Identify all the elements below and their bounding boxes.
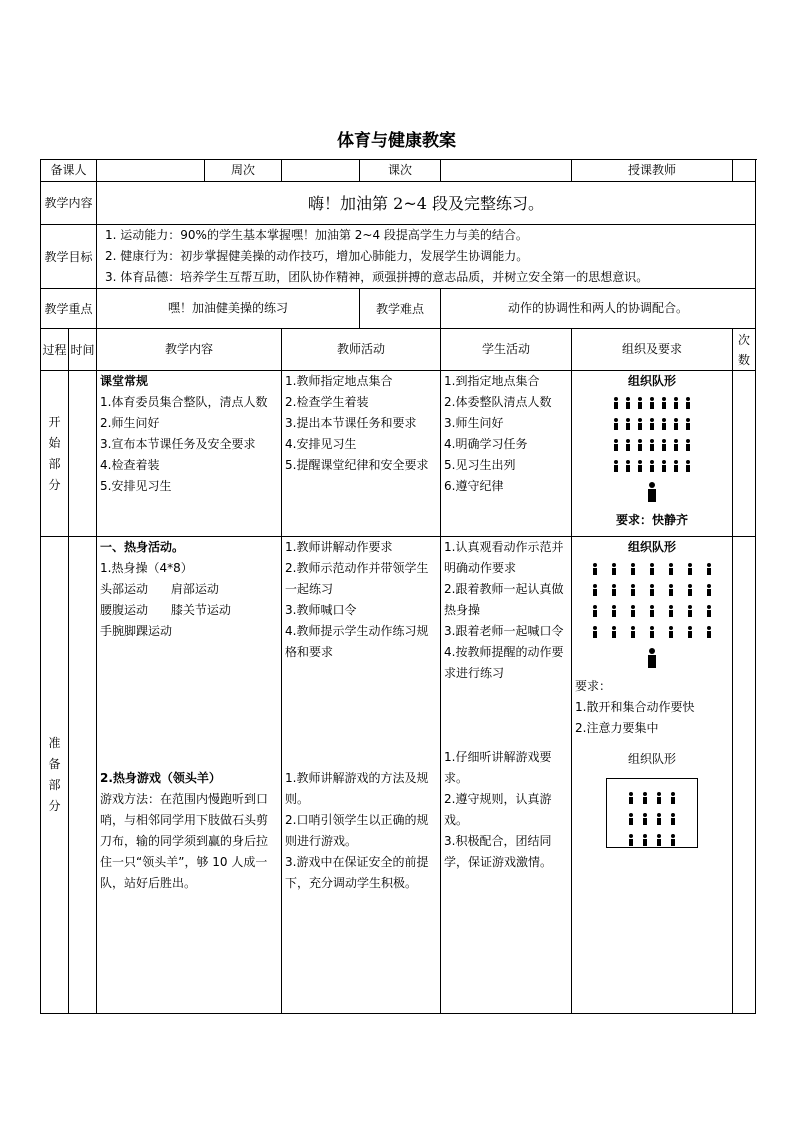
teacher-figure (575, 476, 729, 510)
warmup-item: 腰腹运动 膝关节运动 (100, 603, 231, 617)
teacher-icon (647, 648, 657, 668)
student-icon (630, 626, 636, 638)
student-icon (628, 813, 634, 825)
start-content-item: 3.宣布本节课任务及安全要求 (100, 437, 256, 451)
student-icon (630, 605, 636, 617)
start-time (69, 371, 97, 537)
warmup-teacher-item: 2.教师示范动作并带领学生一起练习 (285, 561, 429, 596)
start-student-item: 2.体委整队清点人数 (444, 395, 552, 409)
warmup-item: 手腕脚踝运动 (100, 624, 173, 638)
student-icon (649, 418, 655, 430)
student-icon (685, 439, 691, 451)
warmup-teacher-item: 1.教师讲解动作要求 (285, 540, 393, 554)
student-icon (592, 605, 598, 617)
warmup-teacher-item: 4.教师提示学生动作练习规格和要求 (285, 624, 429, 659)
student-icon (613, 439, 619, 451)
game-student-item: 3.积极配合，团结同学，保证游戏激情。 (444, 834, 553, 869)
game-desc: 游戏方法：在范围内慢跑听到口哨，与相邻同学用下肢做石头剪刀布，输的同学须到赢的身后拉住一只“领头羊”，够 10 人成一队，站好后胜出。 (100, 792, 269, 890)
start-content-title: 课堂常规 (100, 374, 149, 388)
student-icon (613, 460, 619, 472)
start-student-item: 6.遵守纪律 (444, 479, 504, 493)
student-icon (706, 605, 712, 617)
student-icon (668, 563, 674, 575)
prep-org-title: 组织队形 (628, 540, 677, 554)
student-icon (656, 834, 662, 846)
student-icon (685, 460, 691, 472)
student-icon (673, 439, 679, 451)
content-label: 教学内容 (41, 182, 97, 225)
game-teacher-item: 1.教师讲解游戏的方法及规则。 (285, 771, 429, 806)
start-count (733, 371, 756, 537)
teacher-icon (647, 482, 657, 502)
teacher-label: 授课教师 (572, 160, 733, 182)
student-icon (628, 792, 634, 804)
student-icon (611, 584, 617, 596)
student-icon (661, 439, 667, 451)
student-icon (687, 605, 693, 617)
start-org (572, 371, 733, 537)
student-icon (642, 792, 648, 804)
start-teacher-item: 3.提出本节课任务和要求 (285, 416, 417, 430)
stage-prep (41, 537, 69, 1014)
goal-item: 3. 体育品德：培养学生互帮互助，团队协作精神，顽强拼搏的意志品质，并树立安全第一的思想意识。 (105, 270, 649, 284)
col-count: 次数 (733, 329, 756, 371)
student-icon (687, 584, 693, 596)
warmup-student-item: 2.跟着教师一起认真做热身操 (444, 582, 564, 617)
start-org-req: 要求：快静齐 (616, 513, 689, 527)
warmup-item: 头部运动 肩部运动 (100, 582, 219, 596)
difficulty-value: 动作的协调性和两人的协调配合。 (441, 289, 756, 329)
student-icon (670, 813, 676, 825)
start-student-item: 5.见习生出列 (444, 458, 516, 472)
lesson-label: 课次 (360, 160, 441, 182)
teacher-value (733, 160, 756, 182)
game-title: 2.热身游戏（领头羊） (100, 771, 221, 785)
prep-student (441, 537, 572, 1014)
week-label: 周次 (205, 160, 282, 182)
student-icon (630, 584, 636, 596)
col-teacher: 教师活动 (282, 329, 441, 371)
student-icon (628, 834, 634, 846)
game-org-title: 组织队形 (628, 752, 677, 766)
student-icon (637, 397, 643, 409)
start-teacher-item: 2.检查学生着装 (285, 395, 369, 409)
student-icon (656, 792, 662, 804)
student-icon (625, 418, 631, 430)
student-icon (613, 418, 619, 430)
stage-start-label: 开始部分 (48, 414, 61, 492)
goal-item: 1. 运动能力：90%的学生基本掌握嘿！加油第 2~4 段提高学生力与美的结合。 (105, 228, 528, 242)
student-icon (685, 397, 691, 409)
student-row (575, 558, 729, 579)
game-teacher-item: 2.口哨引领学生以正确的规则进行游戏。 (285, 813, 429, 848)
student-icon (670, 792, 676, 804)
start-teacher-item: 4.安排见习生 (285, 437, 357, 451)
warmup-item: 1.热身操（4*8） (100, 561, 193, 575)
prep-count (733, 537, 756, 1014)
prep-time (69, 537, 97, 1014)
student-icon (630, 563, 636, 575)
student-icon (706, 584, 712, 596)
lesson-value (441, 160, 572, 182)
stage-prep-label: 准备部分 (48, 736, 61, 813)
student-row (607, 829, 697, 850)
lesson-plan-table (40, 159, 756, 1014)
start-teacher-item: 1.教师指定地点集合 (285, 374, 393, 388)
stage-start (41, 371, 69, 537)
student-icon (668, 584, 674, 596)
game-teacher-item: 3.游戏中在保证安全的前提下，充分调动学生积极。 (285, 855, 429, 890)
prep-content (97, 537, 282, 1014)
warmup-student-item: 4.按教师提醒的动作要求进行练习 (444, 645, 564, 680)
game-student-item: 1.仔细听讲解游戏要求。 (444, 750, 552, 785)
goals-label: 教学目标 (41, 225, 97, 289)
student-row (607, 808, 697, 829)
start-student-item: 3.师生问好 (444, 416, 504, 430)
start-content-item: 2.师生问好 (100, 416, 160, 430)
prep-org (572, 537, 733, 1014)
student-icon (649, 626, 655, 638)
start-content (97, 371, 282, 537)
start-teacher-item: 5.提醒课堂纪律和安全要求 (285, 458, 429, 472)
goal-item: 2. 健康行为：初步掌握健美操的动作技巧，增加心肺能力，发展学生协调能力。 (105, 249, 529, 263)
student-icon (642, 834, 648, 846)
student-icon (625, 397, 631, 409)
start-student-item: 1.到指定地点集合 (444, 374, 540, 388)
start-org-title: 组织队形 (628, 374, 677, 388)
student-icon (637, 439, 643, 451)
student-icon (685, 418, 691, 430)
col-content: 教学内容 (97, 329, 282, 371)
student-icon (668, 626, 674, 638)
prep-org-req-item: 1.散开和集合动作要快 (575, 700, 695, 714)
student-icon (649, 605, 655, 617)
student-icon (649, 397, 655, 409)
difficulty-label: 教学难点 (360, 289, 441, 329)
key-label: 教学重点 (41, 289, 97, 329)
game-formation-box (606, 778, 698, 848)
student-row (575, 434, 729, 455)
student-icon (656, 813, 662, 825)
student-icon (670, 834, 676, 846)
student-icon (592, 626, 598, 638)
content-value: 嗨！加油第 2~4 段及完整练习。 (97, 182, 756, 225)
student-icon (611, 605, 617, 617)
student-icon (649, 460, 655, 472)
week-value (282, 160, 360, 182)
start-teacher (282, 371, 441, 537)
prep-label: 备课人 (41, 160, 97, 182)
student-icon (661, 460, 667, 472)
student-icon (611, 626, 617, 638)
col-student: 学生活动 (441, 329, 572, 371)
key-value: 嘿！加油健美操的练习 (97, 289, 360, 329)
student-icon (673, 397, 679, 409)
start-content-item: 4.检查着装 (100, 458, 160, 472)
prep-org-req-title: 要求： (575, 679, 612, 693)
warmup-student-item: 1.认真观看动作示范并明确动作要求 (444, 540, 564, 575)
student-row (575, 579, 729, 600)
warmup-student-item: 3.跟着老师一起喊口令 (444, 624, 564, 638)
student-icon (673, 418, 679, 430)
prep-teacher (282, 537, 441, 1014)
student-icon (668, 605, 674, 617)
student-icon (637, 418, 643, 430)
prep-value (97, 160, 205, 182)
game-student-item: 2.遵守规则，认真游戏。 (444, 792, 552, 827)
student-row (575, 621, 729, 642)
student-icon (673, 460, 679, 472)
student-icon (613, 397, 619, 409)
student-icon (642, 813, 648, 825)
student-row (575, 413, 729, 434)
warmup-title: 一、热身活动。 (100, 540, 185, 554)
student-icon (649, 584, 655, 596)
col-time: 时间 (69, 329, 97, 371)
col-process: 过程 (41, 329, 69, 371)
student-icon (637, 460, 643, 472)
student-icon (625, 439, 631, 451)
start-content-item: 5.安排见习生 (100, 479, 172, 493)
student-icon (661, 397, 667, 409)
page-title: 体育与健康教案 (337, 131, 456, 151)
student-row (575, 455, 729, 476)
student-icon (687, 626, 693, 638)
student-icon (661, 418, 667, 430)
student-icon (687, 563, 693, 575)
student-icon (611, 563, 617, 575)
student-row (575, 392, 729, 413)
student-icon (592, 563, 598, 575)
goals-list (97, 225, 756, 289)
student-icon (649, 439, 655, 451)
student-icon (706, 626, 712, 638)
student-icon (649, 563, 655, 575)
student-row (575, 600, 729, 621)
start-student-item: 4.明确学习任务 (444, 437, 528, 451)
student-icon (592, 584, 598, 596)
col-org: 组织及要求 (572, 329, 733, 371)
student-row (607, 787, 697, 808)
student-icon (706, 563, 712, 575)
warmup-teacher-item: 3.教师喊口令 (285, 603, 357, 617)
teacher-figure (575, 642, 729, 676)
start-content-item: 1.体育委员集合整队，清点人数 (100, 395, 268, 409)
student-icon (625, 460, 631, 472)
start-student (441, 371, 572, 537)
prep-org-req-item: 2.注意力要集中 (575, 721, 659, 735)
